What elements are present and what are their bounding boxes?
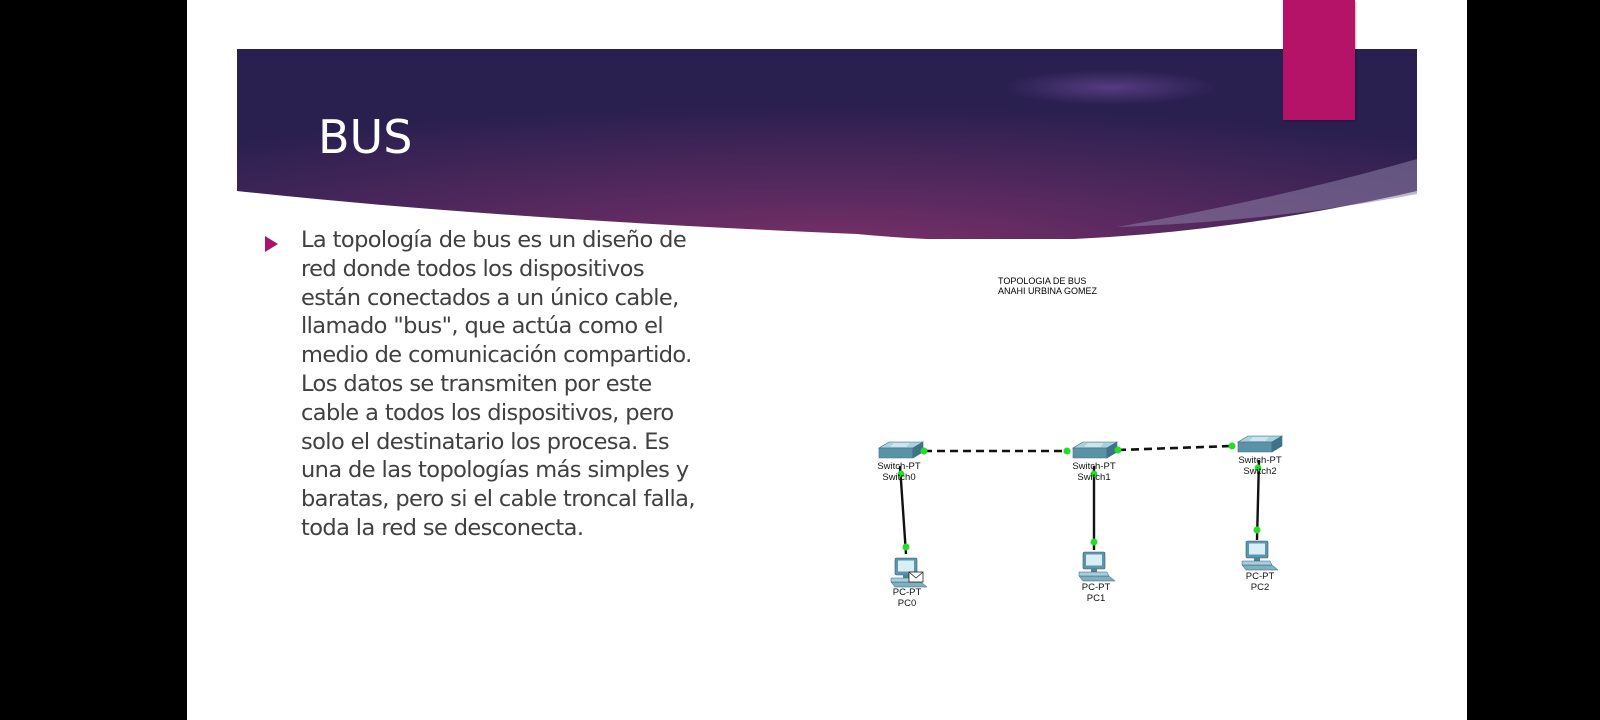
desktop-pc-icon[interactable] [1242,541,1278,570]
pc2-name-label: PC2 [1250,582,1270,593]
pc0-name-label: PC0 [897,598,917,609]
link-status-dot [921,448,928,455]
network-switch-icon[interactable] [1073,442,1117,458]
slide-canvas [187,0,1467,720]
switch1-name-label: Switch1 [1077,472,1111,483]
network-switch-icon[interactable] [879,442,923,458]
link-status-dot [1064,448,1071,455]
bus-topology-diagram [867,270,1317,630]
body-paragraph: La topología de bus es un diseño de red donde todos los dispositivos están conectados a un único cable, llamado "bus", que actúa como el medio de comunicación compartido. Los datos se transmiten por este cable a todos los dispositivos, pero solo el destinatario los procesa. Es una de las topologías más simples y baratas, pero si el cable troncal falla, toda la red se desconecta. [301,227,695,541]
link-status-dot [903,544,910,551]
link-status-dot [1115,447,1122,454]
switch2-name-label: Switch2 [1243,466,1277,477]
slide-title: BUS [318,110,413,164]
triangle-bullet-icon [265,236,278,252]
switch2-type-label: Switch-PT [1238,455,1282,466]
switch1-type-label: Switch-PT [1072,461,1116,472]
switch0-name-label: Switch0 [882,472,916,483]
accent-tab [1283,0,1355,120]
trunk-link-switch1-switch2 [1118,446,1232,450]
link-status-dot [1254,527,1261,534]
network-switch-icon[interactable] [1238,436,1282,452]
title-banner [237,49,1417,239]
link-status-dot [1229,443,1236,450]
pc1-name-label: PC1 [1086,593,1106,604]
link-status-dot [1091,539,1098,546]
envelope-icon [909,572,923,582]
pc2-type-label: PC-PT [1245,571,1275,582]
diagram-caption-line1: TOPOLOGIA DE BUS [998,276,1087,286]
switch0-type-label: Switch-PT [877,461,921,472]
diagram-caption-line2: ANAHI URBINA GOMEZ [998,286,1098,296]
pc1-type-label: PC-PT [1081,582,1111,593]
pc0-type-label: PC-PT [892,587,922,598]
desktop-pc-icon[interactable] [1079,552,1115,581]
